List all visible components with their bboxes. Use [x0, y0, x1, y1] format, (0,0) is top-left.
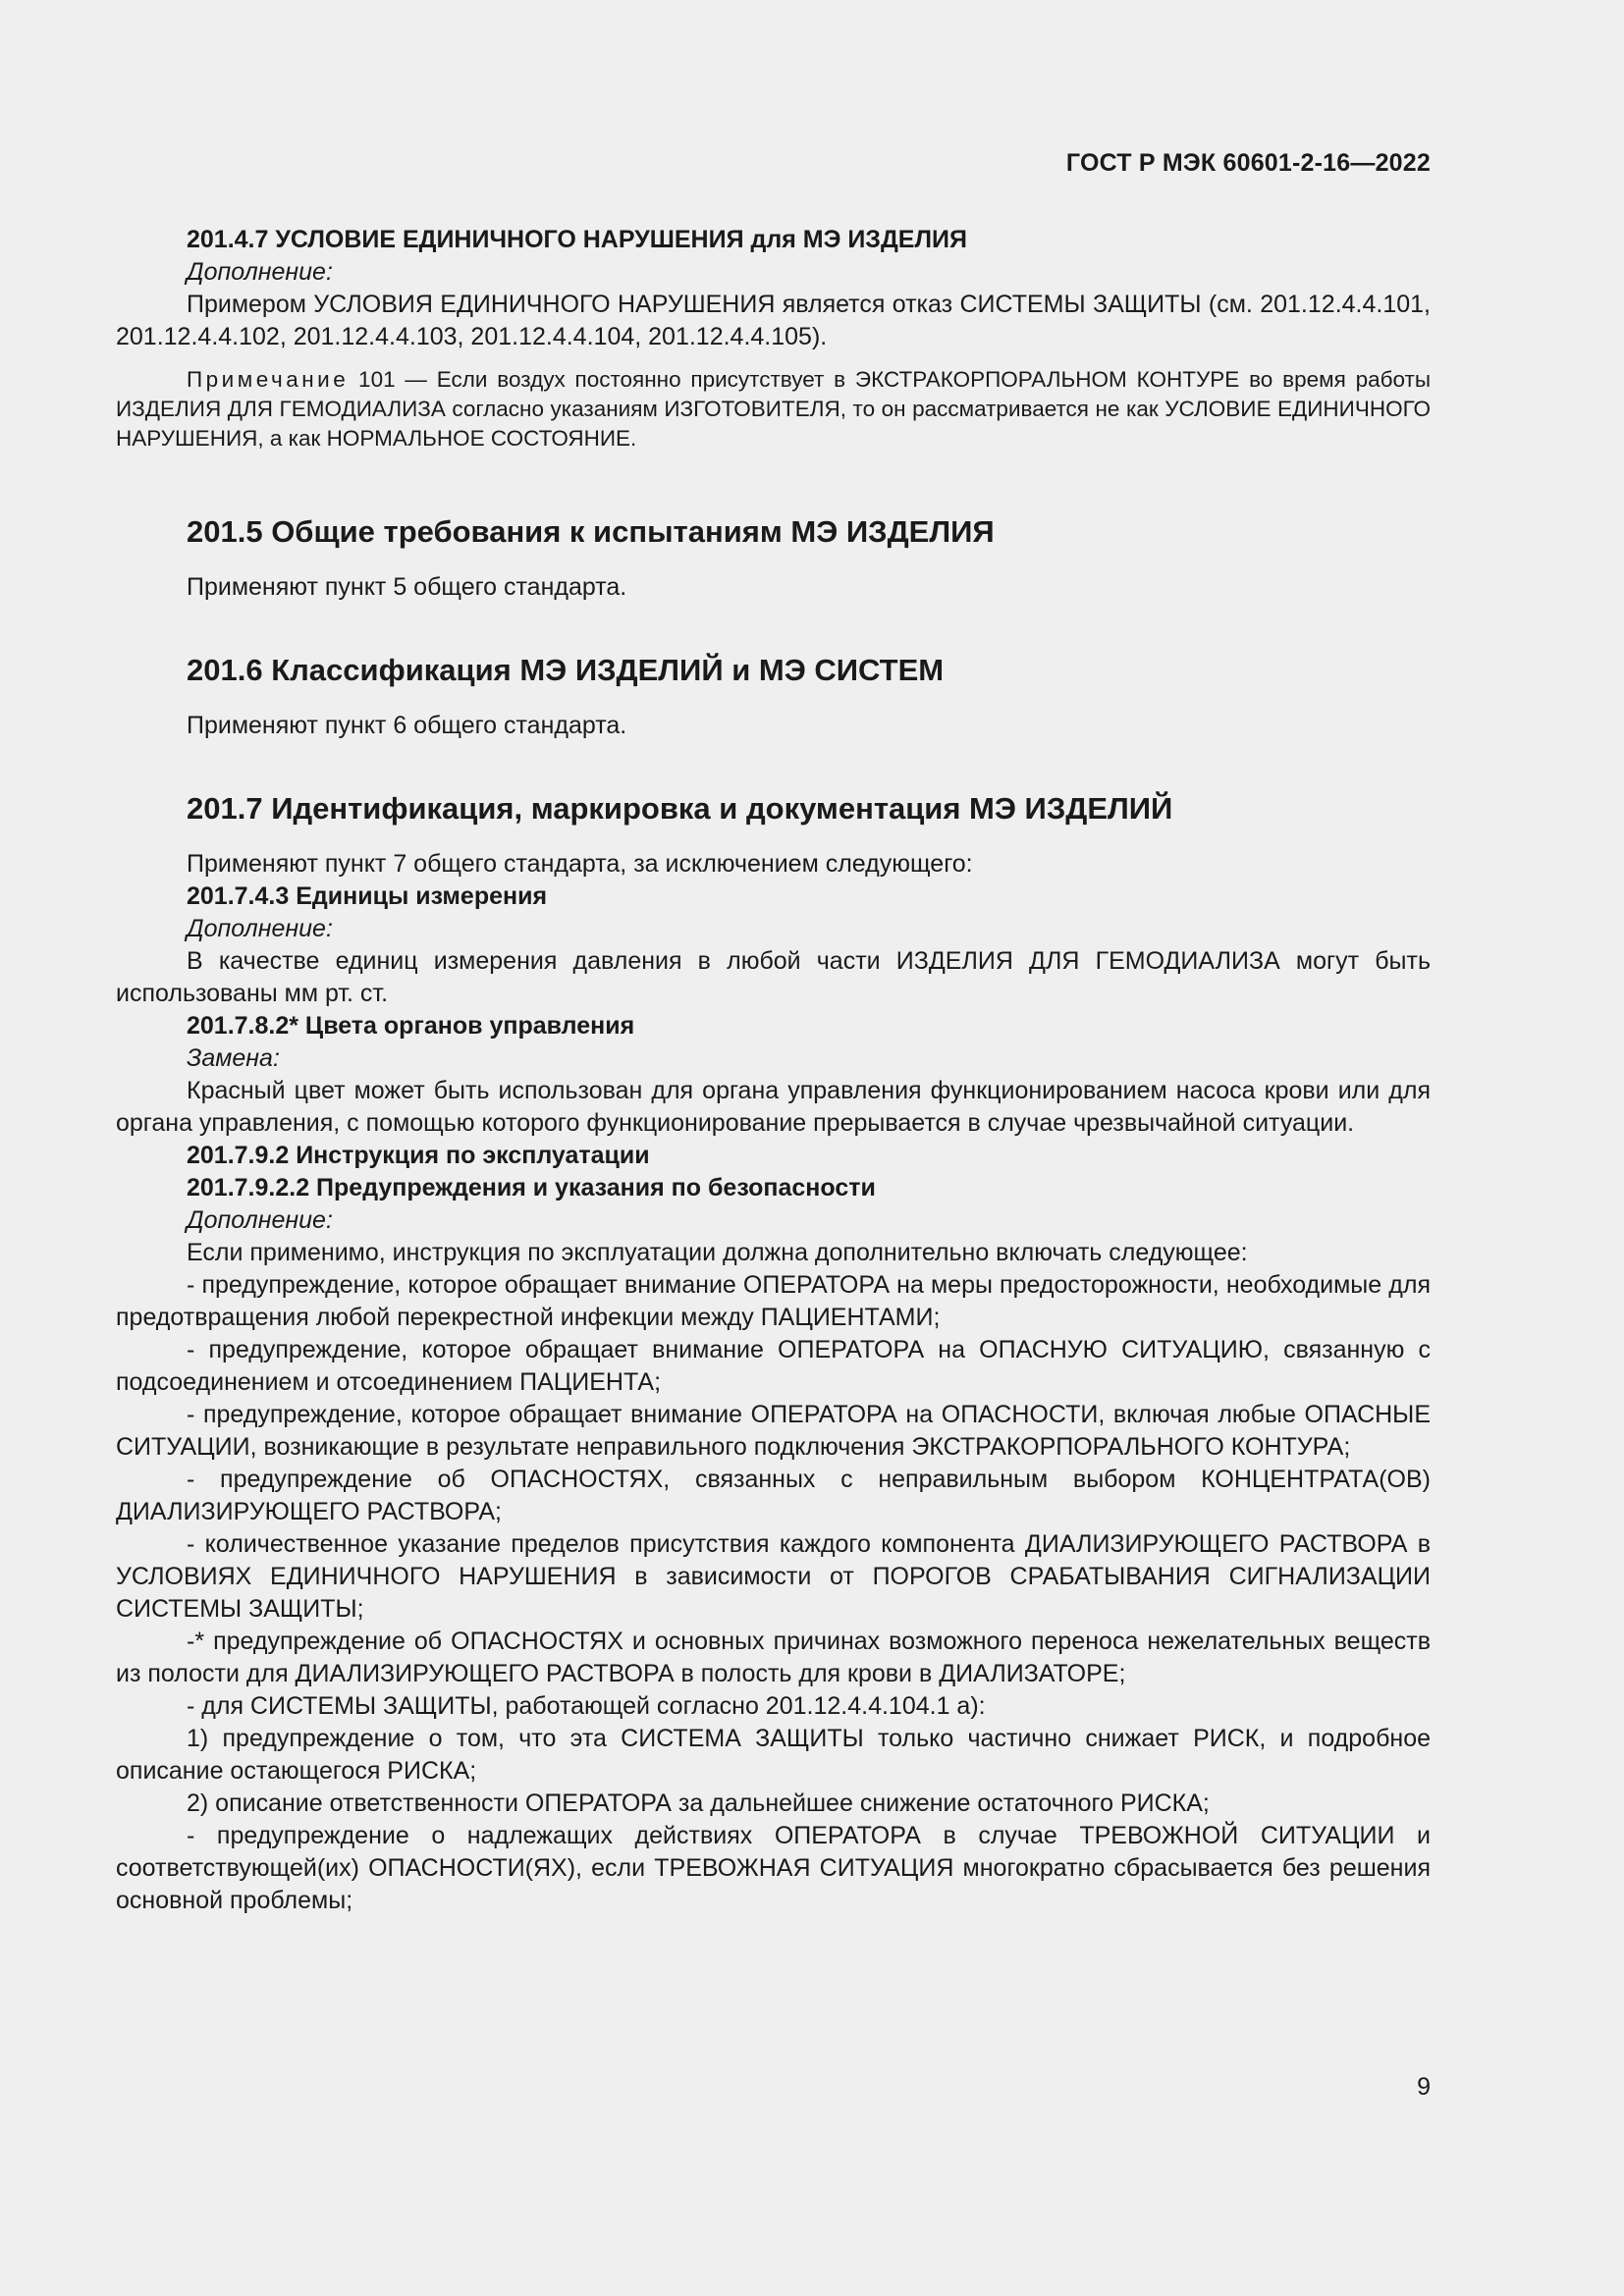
section-201-5-title: 201.5 Общие требования к испытаниям МЭ ИЗДЕЛИЯ: [187, 514, 995, 549]
clause-201-7-4-3-label: Дополнение:: [187, 915, 333, 942]
section-201-7-intro: Применяют пункт 7 общего стандарта, за исключением следующего:: [187, 850, 973, 878]
clause-201-4-7-text: Примером УСЛОВИЯ ЕДИНИЧНОГО НАРУШЕНИЯ является отказ СИСТЕМЫ ЗАЩИТЫ (см. 201.12.4.4.101, 201.12.4.4.102, 201.12.4.4.103, 201.12.4.4.104, 201.12.4.4.105).: [116, 291, 1431, 350]
document-code-header: ГОСТ Р МЭК 60601-2-16—2022: [1065, 149, 1431, 177]
clause-201-4-7-label: Дополнение:: [187, 258, 333, 286]
page-content: [116, 224, 1431, 1917]
section-201-6-title: 201.6 Классификация МЭ ИЗДЕЛИЙ и МЭ СИСТЕМ: [187, 653, 945, 687]
note-101: [116, 365, 1431, 454]
note-label: Примечание: [187, 367, 350, 392]
section-201-5-text: Применяют пункт 5 общего стандарта.: [187, 573, 627, 601]
clause-201-7-9-2-2-intro: Если применимо, инструкция по эксплуатации должна дополнительно включать следующее:: [187, 1239, 1248, 1266]
clause-201-7-4-3-title: 201.7.4.3 Единицы измерения: [187, 882, 548, 910]
clause-201-7-9-2-2-title: 201.7.9.2.2 Предупреждения и указания по безопасности: [187, 1174, 876, 1201]
clause-201-7-4-3-text: В качестве единиц измерения давления в любой части ИЗДЕЛИЯ ДЛЯ ГЕМОДИАЛИЗА могут быть использованы мм рт. ст.: [116, 947, 1431, 1007]
section-201-7-title: 201.7 Идентификация, маркировка и документация МЭ ИЗДЕЛИЙ: [187, 791, 1173, 826]
list-item: - предупреждение, которое обращает внимание ОПЕРАТОРА на меры предосторожности, необходимые для предотвращения любой перекрестной инфекции между ПАЦИЕНТАМИ;: [116, 1271, 1431, 1331]
section-201-6-text: Применяют пункт 6 общего стандарта.: [187, 712, 627, 739]
clause-201-7-9-2-title: 201.7.9.2 Инструкция по эксплуатации: [187, 1142, 650, 1169]
clause-201-7-8-2-label: Замена:: [187, 1044, 280, 1072]
list-item: - предупреждение, которое обращает внимание ОПЕРАТОРА на ОПАСНОСТИ, включая любые ОПАСНЫЕ СИТУАЦИИ, возникающие в результате неправильного подключения ЭКСТРАКОРПОРАЛЬНОГО КОНТУРА;: [116, 1401, 1431, 1461]
list-item: - предупреждение, которое обращает внимание ОПЕРАТОРА на ОПАСНУЮ СИТУАЦИЮ, связанную с подсоединением и отсоединением ПАЦИЕНТА;: [116, 1336, 1431, 1396]
clause-201-7-8-2-title: 201.7.8.2* Цвета органов управления: [187, 1012, 635, 1040]
note-text: 101 — Если воздух постоянно присутствует в ЭКСТРАКОРПОРАЛЬНОМ КОНТУРЕ во время работы ИЗДЕЛИЯ ДЛЯ ГЕМОДИАЛИЗА согласно указаниям ИЗГОТОВИТЕЛЯ, то он рассматривается не как УСЛОВИЕ ЕДИНИЧНОГО НАРУШЕНИЯ, а как НОРМАЛЬНОЕ СОСТОЯНИЕ.: [116, 367, 1431, 451]
list-item: - предупреждение об ОПАСНОСТЯХ, связанных с неправильным выбором КОНЦЕНТРАТА(ОВ) ДИАЛИЗИРУЮЩЕГО РАСТВОРА;: [116, 1466, 1431, 1525]
page-number: 9: [1417, 2073, 1431, 2101]
list-item: - для СИСТЕМЫ ЗАЩИТЫ, работающей согласно 201.12.4.4.104.1 а):: [187, 1692, 986, 1720]
list-item: - предупреждение о надлежащих действиях ОПЕРАТОРА в случае ТРЕВОЖНОЙ СИТУАЦИИ и соответствующей(их) ОПАСНОСТИ(ЯХ), если ТРЕВОЖНАЯ СИТУАЦИЯ многократно сбрасывается без решения основной проблемы;: [116, 1822, 1431, 1914]
document-page: [116, 0, 1431, 2296]
clause-201-7-8-2-text: Красный цвет может быть использован для органа управления функционированием насоса крови или для органа управления, с помощью которого функционирование прерывается в случае чрезвычайной ситуации.: [116, 1077, 1431, 1137]
list-item: -* предупреждение об ОПАСНОСТЯХ и основных причинах возможного переноса нежелательных веществ из полости для ДИАЛИЗИРУЮЩЕГО РАСТВОРА в полость для крови в ДИАЛИЗАТОРЕ;: [116, 1628, 1431, 1687]
clause-201-4-7-title: 201.4.7 УСЛОВИЕ ЕДИНИЧНОГО НАРУШЕНИЯ для МЭ ИЗДЕЛИЯ: [187, 226, 967, 253]
clause-201-7-9-2-2-label: Дополнение:: [187, 1206, 333, 1234]
list-item: 1) предупреждение о том, что эта СИСТЕМА ЗАЩИТЫ только частично снижает РИСК, и подробное описание остающегося РИСКА;: [116, 1725, 1431, 1785]
list-item: - количественное указание пределов присутствия каждого компонента ДИАЛИЗИРУЮЩЕГО РАСТВОРА в УСЛОВИЯХ ЕДИНИЧНОГО НАРУШЕНИЯ в зависимости от ПОРОГОВ СРАБАТЫВАНИЯ СИГНАЛИЗАЦИИ СИСТЕМЫ ЗАЩИТЫ;: [116, 1530, 1431, 1623]
list-item: 2) описание ответственности ОПЕРАТОРА за дальнейшее снижение остаточного РИСКА;: [187, 1789, 1210, 1817]
